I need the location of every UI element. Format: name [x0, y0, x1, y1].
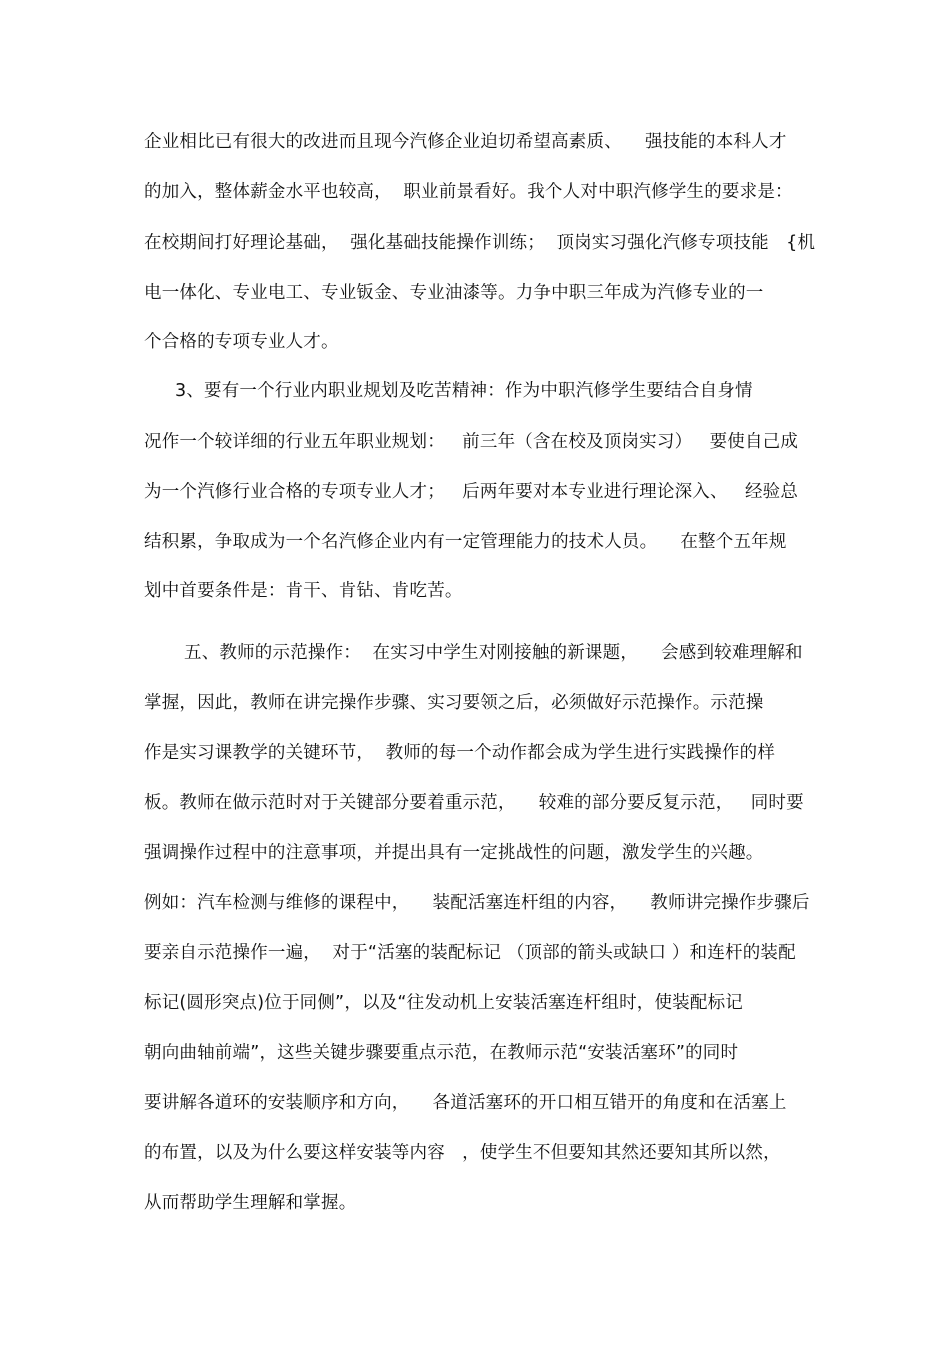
text-line: 为一个汽修行业合格的专项专业人才； 后两年要对本专业进行理论深入、 经验总	[144, 482, 799, 502]
text-line: 企业相比已有很大的改进而且现今汽修企业迫切希望高素质、 强技能的本科人才	[144, 132, 787, 152]
text-line: 的布置，以及为什么要这样安装等内容 ，使学生不但要知其然还要知其所以然，	[144, 1143, 781, 1163]
text-line: 电一体化、专业电工、专业钣金、专业油漆等。力争中职三年成为汽修专业的一	[144, 283, 764, 303]
text-line: 在校期间打好理论基础， 强化基础技能操作训练； 顶岗实习强化汽修专项技能 {机	[144, 233, 816, 253]
text-line: 3、要有一个行业内职业规划及吃苦精神：作为中职汽修学生要结合自身情	[175, 381, 753, 401]
text-line: 掌握，因此，教师在讲完操作步骤、实习要领之后，必须做好示范操作。示范操	[144, 693, 764, 713]
text-line: 五、教师的示范操作： 在实习中学生对刚接触的新课题， 会感到较难理解和	[184, 643, 803, 663]
text-line: 的加入，整体薪金水平也较高， 职业前景看好。我个人对中职汽修学生的要求是：	[144, 182, 793, 202]
text-line: 要讲解各道环的安装顺序和方向， 各道活塞环的开口相互错开的角度和在活塞上	[144, 1093, 787, 1113]
text-line: 作是实习课教学的关键环节， 教师的每一个动作都会成为学生进行实践操作的样	[144, 743, 776, 763]
text-line: 况作一个较详细的行业五年职业规划： 前三年（含在校及顶岗实习） 要使自己成	[144, 432, 799, 452]
text-line: 强调操作过程中的注意事项，并提出具有一定挑战性的问题，激发学生的兴趣。	[144, 843, 764, 863]
text-line: 板。教师在做示范时对于关键部分要着重示范， 较难的部分要反复示范， 同时要	[144, 793, 804, 813]
text-line: 从而帮助学生理解和掌握。	[144, 1193, 357, 1213]
text-line: 要亲自示范操作一遍， 对于“活塞的装配标记 （顶部的箭头或缺口 ）和连杆的装配	[144, 943, 796, 963]
text-line: 标记(圆形突点)位于同侧”，以及“往发动机上安装活塞连杆组时，使装配标记	[144, 993, 743, 1013]
text-line: 个合格的专项专业人才。	[144, 332, 339, 352]
text-line: 结积累，争取成为一个名汽修企业内有一定管理能力的技术人员。 在整个五年规	[144, 532, 787, 552]
text-line: 朝向曲轴前端”，这些关键步骤要重点示范，在教师示范“安装活塞环”的同时	[144, 1043, 739, 1063]
text-line: 例如：汽车检测与维修的课程中， 装配活塞连杆组的内容， 教师讲完操作步骤后	[144, 893, 810, 913]
text-line: 划中首要条件是：肯干、肯钻、肯吃苦。	[144, 581, 463, 601]
